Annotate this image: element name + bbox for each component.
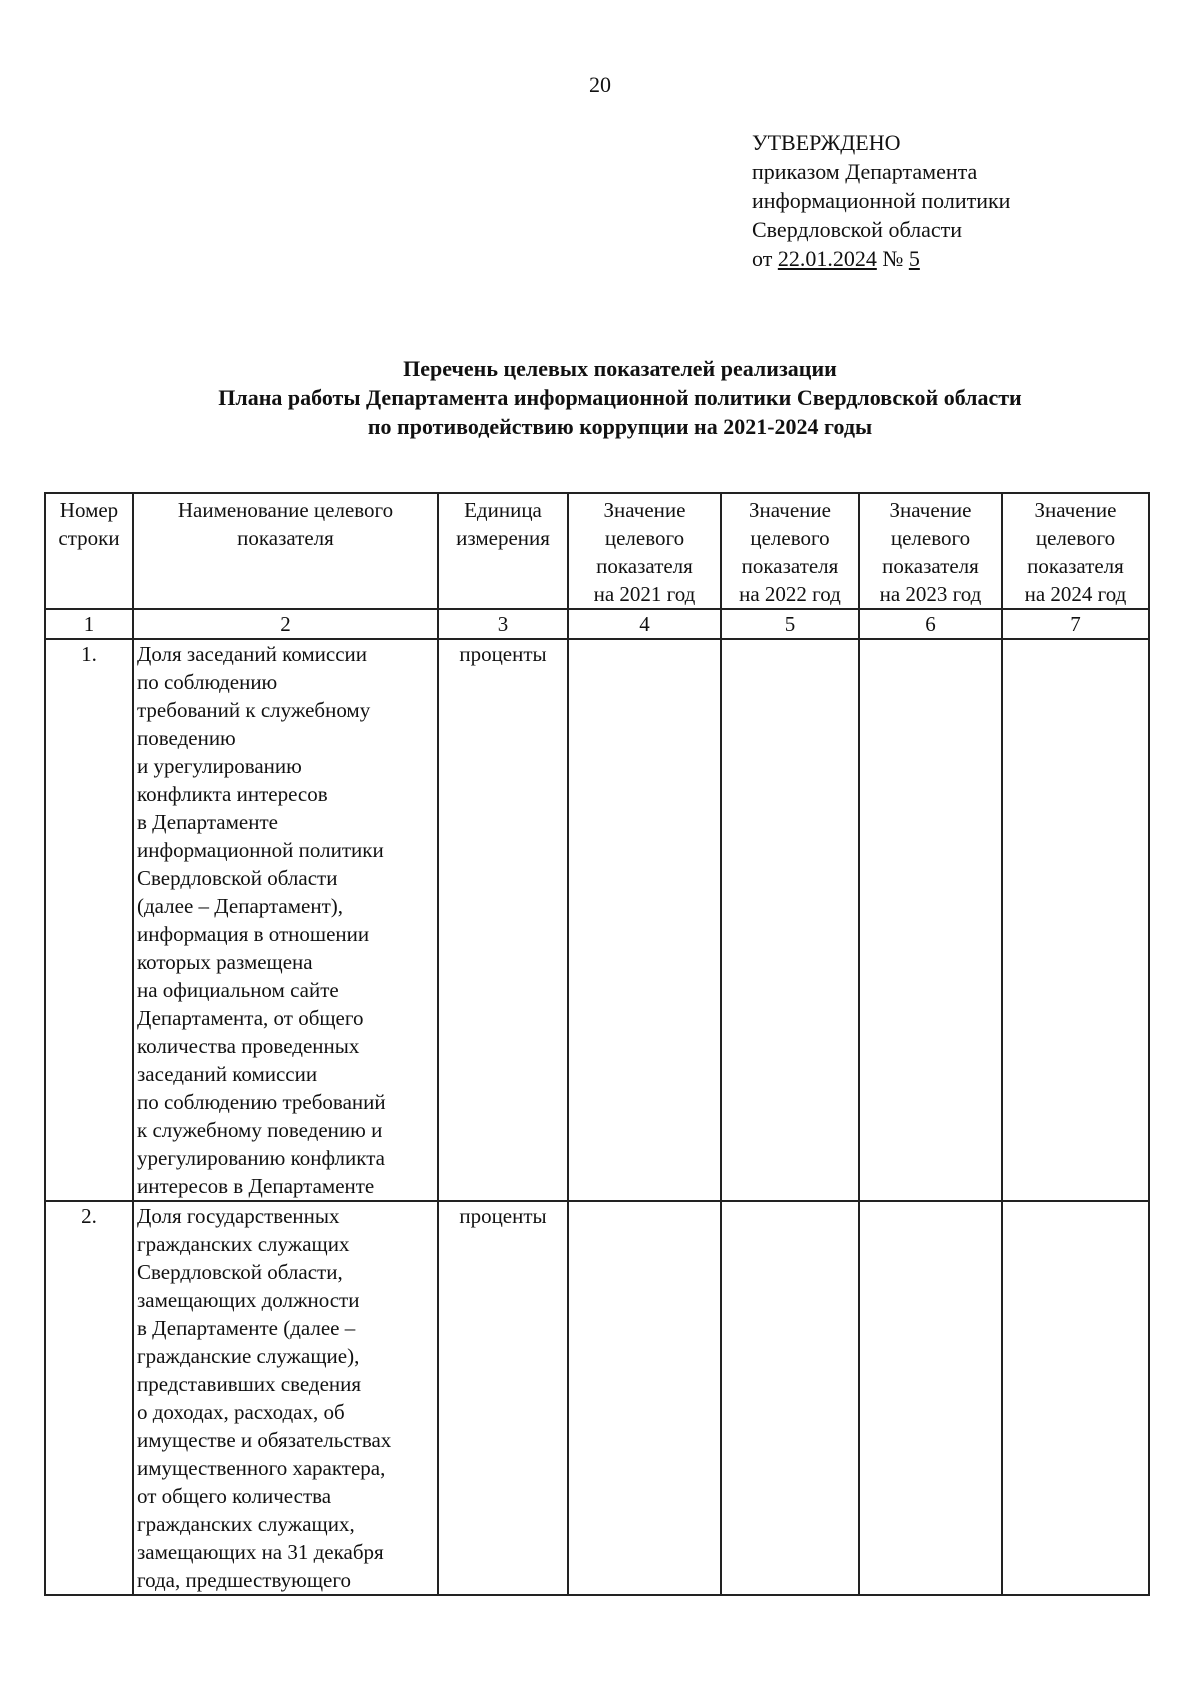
indicator-name-line: в Департаменте (далее – — [137, 1316, 356, 1340]
title-line-1: Перечень целевых показателей реализации — [403, 356, 837, 381]
title-line-3: по противодействию коррупции на 2021-2024 годы — [367, 414, 873, 439]
indicator-name-line: гражданских служащих — [137, 1232, 350, 1256]
value-2022-cell — [721, 639, 859, 1201]
indicator-name-line: о доходах, расходах, об — [137, 1400, 345, 1424]
approval-line-2: информационной политики — [752, 188, 1011, 213]
header-value-2021: Значение целевого показателя на 2021 год — [568, 493, 721, 609]
column-number: 6 — [859, 609, 1002, 639]
table-header-row — [45, 493, 1149, 609]
column-number: 4 — [568, 609, 721, 639]
indicator-name-line: которых размещена — [137, 950, 313, 974]
column-number-row — [45, 609, 1149, 639]
approval-line-1: приказом Департамента — [752, 159, 978, 184]
value-2024-cell — [1002, 1201, 1149, 1595]
row-number: 1. — [45, 639, 133, 1201]
header-row-number: Номер строки — [45, 493, 133, 609]
table-row — [45, 639, 1149, 1201]
indicator-name-line: имущественного характера, — [137, 1456, 386, 1480]
value-2024-cell — [1002, 639, 1149, 1201]
column-number: 5 — [721, 609, 859, 639]
header-value-2022: Значение целевого показателя на 2022 год — [721, 493, 859, 609]
column-number: 1 — [45, 609, 133, 639]
indicator-name-line: от общего количества — [137, 1484, 332, 1508]
indicator-name-line: гражданские служащие), — [137, 1344, 360, 1368]
table-row — [45, 1201, 1149, 1595]
column-number: 7 — [1002, 609, 1149, 639]
indicator-name-line: конфликта интересов — [137, 782, 328, 806]
indicators-table — [44, 492, 1150, 1596]
value-2021-cell — [568, 639, 721, 1201]
indicator-name-line: урегулированию конфликта — [137, 1146, 385, 1170]
indicator-name-line: информационной политики — [137, 838, 384, 862]
indicator-name-lines — [137, 640, 434, 1200]
indicator-name-line: Доля государственных — [137, 1204, 340, 1228]
approval-date-line — [752, 244, 1010, 273]
value-2023-cell — [859, 1201, 1002, 1595]
indicator-name-line: представивших сведения — [137, 1372, 362, 1396]
indicator-name-line: по соблюдению — [137, 670, 278, 694]
value-2022-cell — [721, 1201, 859, 1595]
indicator-name-line: года, предшествующего — [137, 1568, 351, 1592]
value-2021-cell — [568, 1201, 721, 1595]
indicator-name-line: по соблюдению требований — [137, 1090, 386, 1114]
header-value-2024: Значение целевого показателя на 2024 год — [1002, 493, 1149, 609]
indicator-name-line: имуществе и обязательствах — [137, 1428, 392, 1452]
indicator-unit: проценты — [438, 639, 568, 1201]
approval-line-3: Свердловской области — [752, 217, 962, 242]
indicator-name — [133, 1201, 438, 1595]
indicator-name-line: Свердловской области — [137, 866, 338, 890]
page-number: 20 — [589, 72, 611, 97]
approval-date-prefix: от — [752, 246, 773, 271]
indicator-name-line: Департамента, от общего — [137, 1006, 364, 1030]
approval-date: 22.01.2024 — [777, 246, 877, 271]
approval-number-sign: № — [882, 246, 904, 271]
approval-title: УТВЕРЖДЕНО — [752, 130, 901, 155]
indicator-name-line: интересов в Департаменте — [137, 1174, 375, 1198]
indicator-name-line: в Департаменте — [137, 810, 278, 834]
indicator-unit: проценты — [438, 1201, 568, 1595]
header-unit: Единица измерения — [438, 493, 568, 609]
value-2023-cell — [859, 639, 1002, 1201]
header-value-2023: Значение целевого показателя на 2023 год — [859, 493, 1002, 609]
indicator-name-lines — [137, 1202, 434, 1594]
header-indicator-name: Наименование целевого показателя — [133, 493, 438, 609]
document-title — [100, 354, 1140, 441]
approval-number: 5 — [908, 246, 920, 271]
column-number: 2 — [133, 609, 438, 639]
indicator-name-line: требований к служебному — [137, 698, 371, 722]
indicator-name-line: и урегулированию — [137, 754, 302, 778]
indicator-name-line: к служебному поведению и — [137, 1118, 383, 1142]
indicator-name-line: (далее – Департамент), — [137, 894, 344, 918]
approval-stamp-block — [752, 128, 1010, 273]
indicator-name-line: количества проведенных — [137, 1034, 360, 1058]
indicator-name-line: Свердловской области, — [137, 1260, 343, 1284]
indicator-name-line: гражданских служащих, — [137, 1512, 355, 1536]
indicator-name-line: на официальном сайте — [137, 978, 339, 1002]
row-number: 2. — [45, 1201, 133, 1595]
column-number: 3 — [438, 609, 568, 639]
indicator-name-line: Доля заседаний комиссии — [137, 642, 368, 666]
indicator-name-line: замещающих должности — [137, 1288, 360, 1312]
indicator-name-line: замещающих на 31 декабря — [137, 1540, 384, 1564]
indicator-name-line: заседаний комиссии — [137, 1062, 318, 1086]
indicator-name-line: поведению — [137, 726, 236, 750]
indicator-name-line: информация в отношении — [137, 922, 370, 946]
indicator-name — [133, 639, 438, 1201]
title-line-2: Плана работы Департамента информационной политики Свердловской области — [218, 385, 1022, 410]
